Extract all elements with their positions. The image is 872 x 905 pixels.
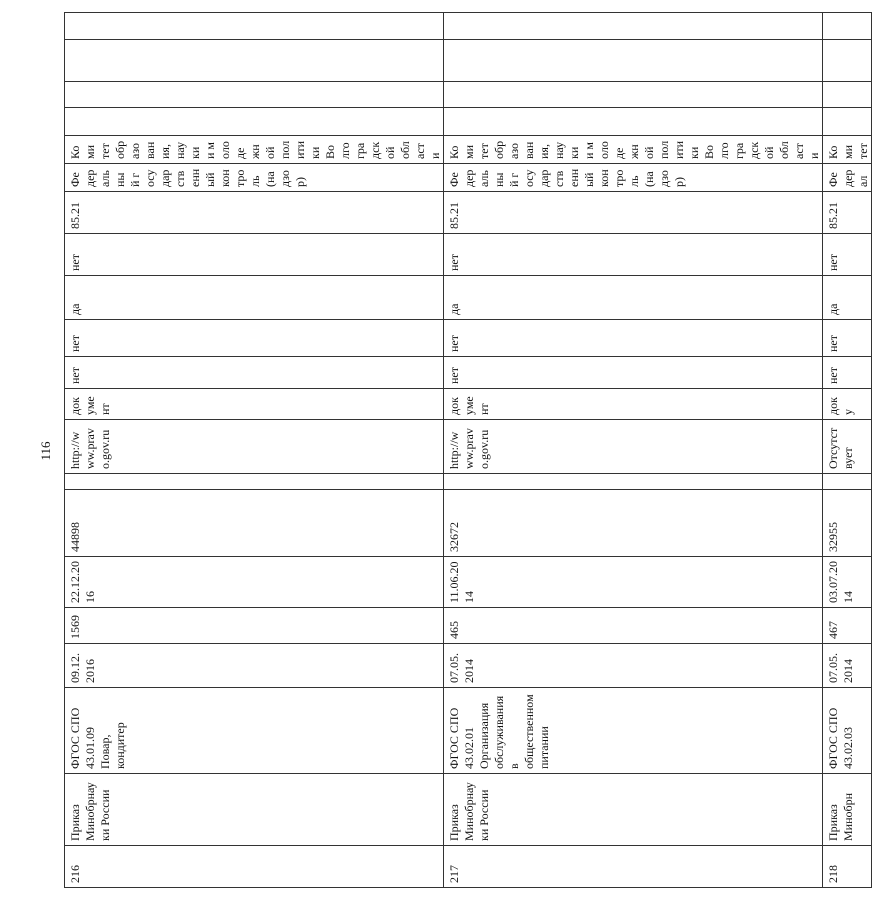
flag-d-cell: нет (65, 234, 444, 276)
row-number-cell: 216 (65, 846, 444, 888)
empty-cell (823, 40, 872, 82)
empty-cell (444, 13, 823, 40)
document-type-cell: Приказ Минобрн (823, 774, 872, 846)
row-number-cell: 218 (823, 846, 872, 888)
regulation-table (64, 12, 872, 888)
flag-a-cell: нет (823, 357, 872, 389)
flag-b-cell: нет (823, 320, 872, 357)
empty-cell (444, 474, 823, 490)
order-number-cell: 465 (444, 608, 823, 644)
empty-cell (823, 13, 872, 40)
okved-code-cell: 85.21 (65, 192, 444, 234)
registration-date-cell: 03.07.2014 (823, 557, 872, 608)
empty-cell (444, 108, 823, 136)
document-type-cell: Приказ Минобрнауки России (65, 774, 444, 846)
flag-a-cell: нет (444, 357, 823, 389)
document-type-cell: Приказ Минобрнауки России (444, 774, 823, 846)
table-row (444, 13, 823, 888)
empty-cell (65, 13, 444, 40)
flag-d-cell: нет (823, 234, 872, 276)
empty-cell (444, 82, 823, 108)
registration-date-cell: 11.06.2014 (444, 557, 823, 608)
empty-cell (444, 40, 823, 82)
empty-cell (823, 82, 872, 108)
flag-c-cell: да (65, 276, 444, 320)
flag-b-cell: нет (65, 320, 444, 357)
empty-cell (65, 40, 444, 82)
source-cell: Отсутствует (823, 420, 872, 474)
authority-cell: Комитет образования, науки и молодежной политики Волгоградской области (65, 136, 444, 164)
document-title-cell: ФГОС СПО 43.01.09 Повар, кондитер (65, 688, 444, 774)
registration-number-cell: 32955 (823, 490, 872, 557)
rotated-table-wrapper (64, 13, 870, 888)
table-row (65, 13, 444, 888)
issue-date-cell: 07.05.2014 (823, 644, 872, 688)
registration-date-cell: 22.12.2016 (65, 557, 444, 608)
empty-cell (823, 108, 872, 136)
document-title-cell: ФГОС СПО 43.02.01 Организация обслуживания в общественном питании (444, 688, 823, 774)
row-number-cell: 217 (444, 846, 823, 888)
flag-b-cell: нет (444, 320, 823, 357)
source-cell: http://www.pravo.gov.ru (444, 420, 823, 474)
okved-code-cell: 85.21 (444, 192, 823, 234)
empty-cell (65, 108, 444, 136)
supervision-type-cell: Федеральный государственный контроль (надзор) (444, 164, 823, 192)
issue-date-cell: 07.05.2014 (444, 644, 823, 688)
empty-cell (65, 82, 444, 108)
page-number: 116 (38, 441, 53, 461)
registration-number-cell: 44898 (65, 490, 444, 557)
authority-cell: Комитет (823, 136, 872, 164)
document-title-cell: ФГОС СПО 43.02.03 (823, 688, 872, 774)
table-row (823, 13, 872, 888)
issue-date-cell: 09.12.2016 (65, 644, 444, 688)
supervision-type-cell: Федеральный государственный контроль (надзор) (65, 164, 444, 192)
status-cell: документ (444, 389, 823, 420)
status-cell: доку (823, 389, 872, 420)
registration-number-cell: 32672 (444, 490, 823, 557)
flag-d-cell: нет (444, 234, 823, 276)
order-number-cell: 1569 (65, 608, 444, 644)
supervision-type-cell: Федерал (823, 164, 872, 192)
flag-c-cell: да (823, 276, 872, 320)
source-cell: http://www.pravo.gov.ru (65, 420, 444, 474)
empty-cell (65, 474, 444, 490)
flag-c-cell: да (444, 276, 823, 320)
order-number-cell: 467 (823, 608, 872, 644)
flag-a-cell: нет (65, 357, 444, 389)
authority-cell: Комитет образования, науки и молодежной политики Волгоградской области (444, 136, 823, 164)
status-cell: документ (65, 389, 444, 420)
okved-code-cell: 85.21 (823, 192, 872, 234)
empty-cell (823, 474, 872, 490)
